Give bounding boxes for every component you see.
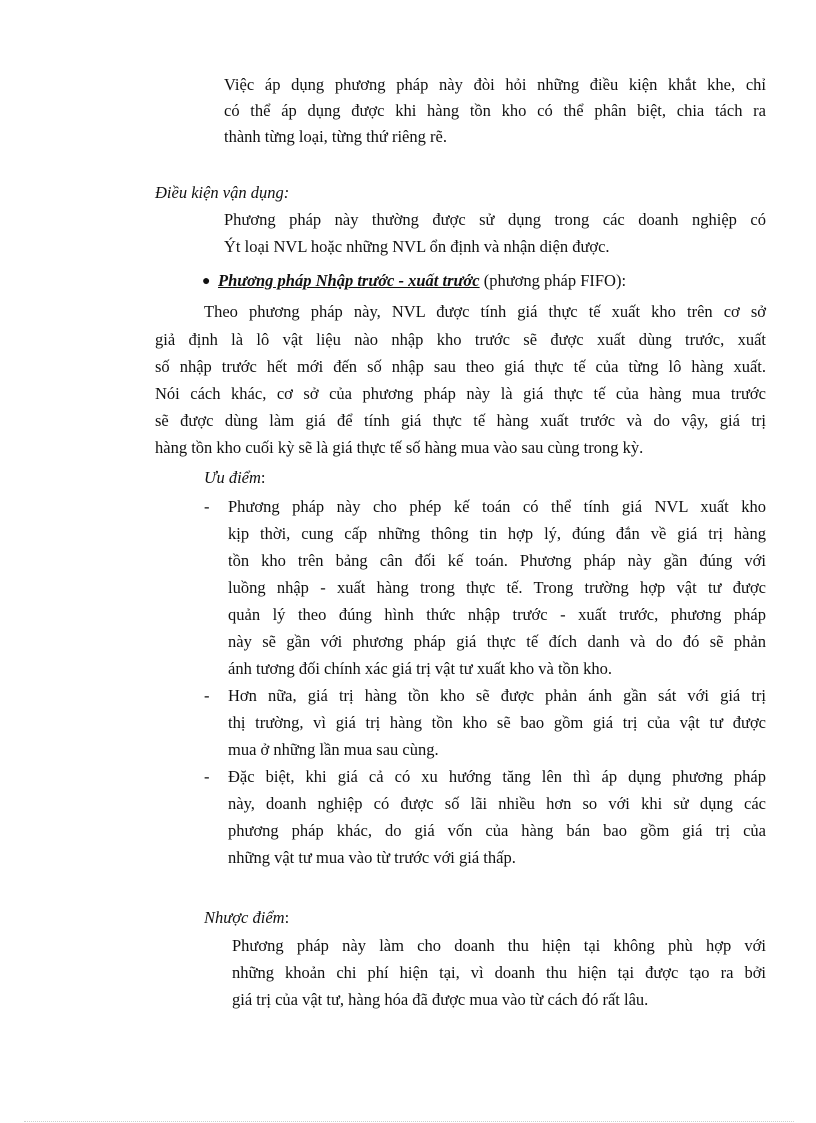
advantage-line: tồn kho trên bảng cân đối kế toán. Phương pháp này gần đúng với bbox=[228, 551, 766, 570]
advantages-heading bbox=[204, 465, 265, 491]
advantage-line: Hơn nữa, giá trị hàng tồn kho sẽ được phản ánh gần sát với giá trị bbox=[228, 686, 766, 705]
disadvantages-heading-colon: : bbox=[284, 908, 290, 927]
disadvantage-line: những khoản chi phí hiện tại, vì doanh thu hiện tại được tạo ra bởi bbox=[232, 963, 766, 982]
advantage-line: này, doanh nghiệp có được số lãi nhiều hơn so với khi sử dụng các bbox=[228, 794, 766, 813]
advantage-line: ánh tương đối chính xác giá trị vật tư xuất kho và tồn kho. bbox=[228, 659, 613, 678]
fifo-title-suffix: (phương pháp FIFO): bbox=[479, 271, 627, 290]
advantages-heading-colon: : bbox=[260, 468, 266, 487]
intro-line: thành từng loại, từng thứ riêng rẽ. bbox=[224, 127, 447, 146]
fifo-line: sẽ được dùng làm giá để tính giá thực tế hàng xuất trước và do vậy, giá trị bbox=[155, 411, 766, 430]
advantage-line: kịp thời, cung cấp những thông tin hợp lý, đúng đắn về giá trị hàng bbox=[228, 524, 766, 543]
advantage-line: Đặc biệt, khi giá cả có xu hướng tăng lên thì áp dụng phương pháp bbox=[228, 767, 766, 786]
advantage-line: này sẽ gần với phương pháp giá thực tế đích danh và do đó sẽ phản bbox=[228, 632, 766, 651]
disadvantages-heading bbox=[204, 905, 289, 931]
conditions-heading: Điều kiện vận dụng: bbox=[155, 183, 290, 202]
dash-icon: - bbox=[204, 497, 210, 516]
bullet-icon: ● bbox=[202, 274, 211, 289]
fifo-heading bbox=[218, 268, 626, 294]
advantages-heading-text: Ưu điểm bbox=[204, 468, 261, 487]
fifo-line: số nhập trước hết mới đến số nhập sau theo giá thực tế của từng lô hàng xuất. bbox=[155, 357, 766, 376]
advantage-line: phương pháp khác, do giá vốn của hàng bán bao gồm giá trị của bbox=[228, 821, 766, 840]
conditions-line: Phương pháp này thường được sử dụng trong các doanh nghiệp có bbox=[224, 210, 766, 229]
advantage-line: luồng nhập - xuất hàng trong thực tế. Trong trường hợp vật tư được bbox=[228, 578, 766, 597]
advantage-line: quản lý theo đúng hình thức nhập trước - xuất trước, phương pháp bbox=[228, 605, 766, 624]
disadvantages-heading-text: Nhược điểm bbox=[204, 908, 285, 927]
intro-line: Việc áp dụng phương pháp này đòi hỏi những điều kiện khắt khe, chỉ bbox=[224, 75, 766, 94]
advantage-line: Phương pháp này cho phép kế toán có thể tính giá NVL xuất kho bbox=[228, 497, 766, 516]
fifo-title: Phương pháp Nhập trước - xuất trước bbox=[218, 271, 480, 290]
intro-line: có thể áp dụng được khi hàng tồn kho có thể phân biệt, chia tách ra bbox=[224, 101, 766, 120]
conditions-line: Ýt loại NVL hoặc những NVL ổn định và nhận diện được. bbox=[224, 237, 610, 256]
dash-icon: - bbox=[204, 686, 210, 705]
fifo-line: giả định là lô vật liệu nào nhập kho trước sẽ được xuất dùng trước, xuất bbox=[155, 330, 766, 349]
disadvantage-line: Phương pháp này làm cho doanh thu hiện tại không phù hợp với bbox=[232, 936, 766, 955]
page-bottom-rule bbox=[24, 1121, 794, 1122]
fifo-line: Theo phương pháp này, NVL được tính giá thực tế xuất kho trên cơ sở bbox=[204, 302, 766, 321]
advantage-line: thị trường, vì giá trị hàng tồn kho sẽ bao gồm giá trị của vật tư được bbox=[228, 713, 766, 732]
advantage-line: những vật tư mua vào từ trước với giá thấp. bbox=[228, 848, 516, 867]
disadvantage-line: giá trị của vật tư, hàng hóa đã được mua vào từ cách đó rất lâu. bbox=[232, 990, 649, 1009]
dash-icon: - bbox=[204, 767, 210, 786]
advantage-line: mua ở những lần mua sau cùng. bbox=[228, 740, 439, 759]
fifo-line: hàng tồn kho cuối kỳ sẽ là giá thực tế số hàng mua vào sau cùng trong kỳ. bbox=[155, 438, 644, 457]
fifo-line: Nói cách khác, cơ sở của phương pháp này là giá thực tế của hàng mua trước bbox=[155, 384, 766, 403]
